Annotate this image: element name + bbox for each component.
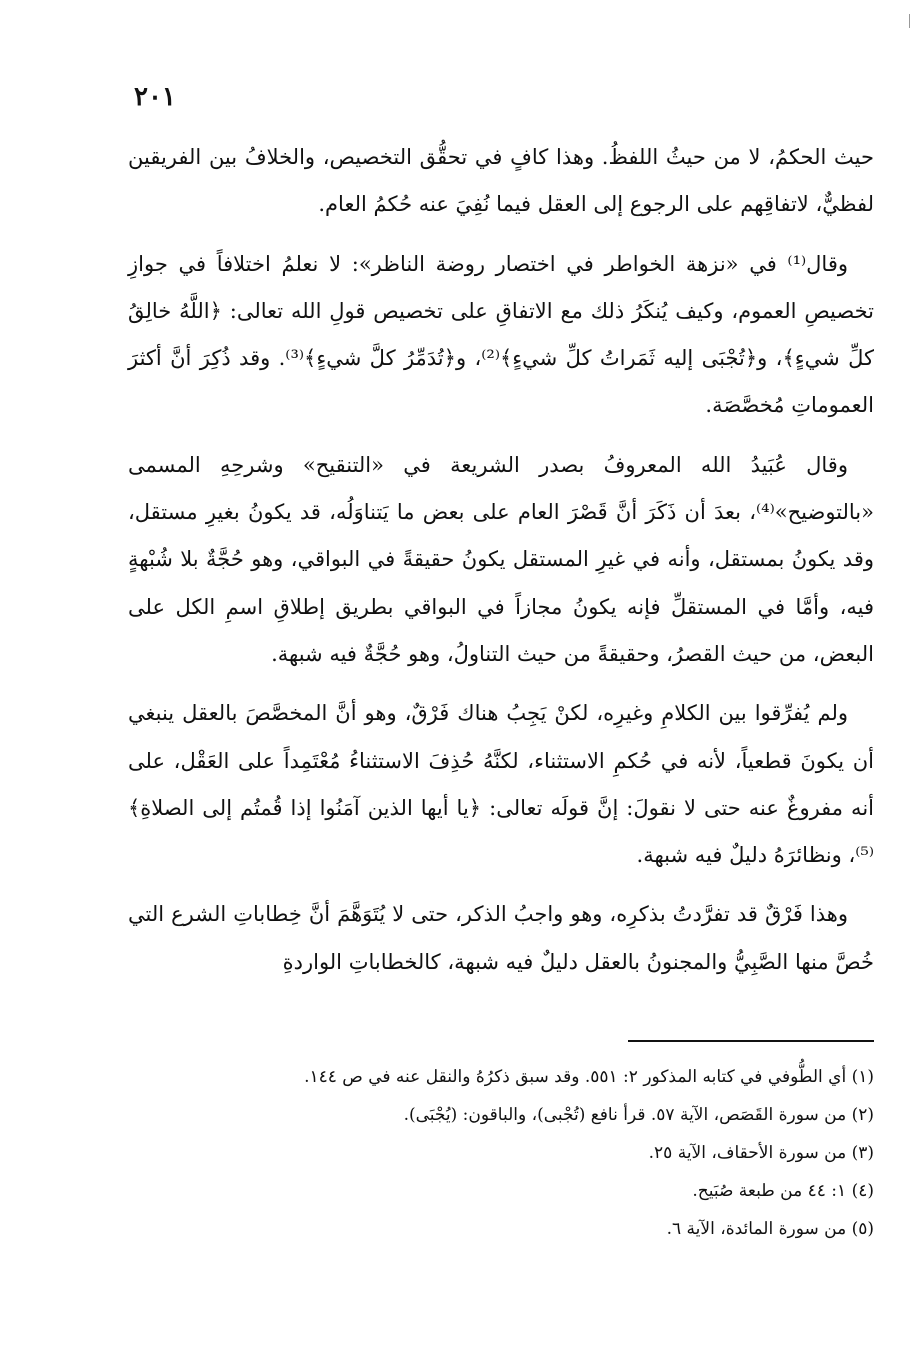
main-text xyxy=(128,134,874,998)
footnote-2: (٢) من سورة القَصَص، الآية ٥٧. قرأ نافع (تُجْبى)، والباقون: (يُجْبَى). xyxy=(403,1105,874,1125)
paragraph-3: وقال عُبَيدُ الله المعروفُ بصدر الشريعة في «التنقيح» وشرحِهِ المسمى «بالتوضيح»⁽⁴⁾، بعدَ أن ذَكَرَ أنَّ قَصْرَ العام على بعض ما يَتناوَلُه، قد يكونُ بغيرِ مستقل، وقد يكونُ بمستقل، وأنه في غيرِ المستقل يكونُ حقيقةً في البواقي، وهو حُجَّةٌ بلا شُبْهةٍ فيه، وأمَّا في المستقلِّ فإنه يكونُ مجازاً في البواقي بطريق إطلاقِ اسمِ الكل على البعض، من حيث القصرُ، وحقيقةً من حيث التناولُ، وهو حُجَّةٌ فيه شبهة. xyxy=(128,452,874,666)
footnote-separator xyxy=(628,1040,874,1042)
corner-mark xyxy=(909,14,910,28)
footnote-4: (٤) ١: ٤٤ من طبعة صُبَيح. xyxy=(692,1181,874,1201)
paragraph-5: وهذا فَرْقٌ قد تفرَّدتُ بذكرِه، وهو واجبُ الذكر، حتى لا يُتَوَهَّمَ أنَّ خِطاباتِ الشرع التي خُصَّ منها الصَّبِيُّ والمجنونُ بالعقل دليلٌ فيه شبهة، كالخطاباتِ الواردةِ xyxy=(128,902,874,974)
footnote-5: (٥) من سورة المائدة، الآية ٦. xyxy=(666,1219,874,1239)
footnote-1: (١) أي الطُّوفي في كتابه المذكور ٢: ٥٥١. وقد سبق ذكرُهُ والنقل عنه في ص ١٤٤. xyxy=(304,1067,874,1087)
paragraph-1: حيث الحكمُ، لا من حيثُ اللفظُ. وهذا كافٍ في تحقُّق التخصيص، والخلافُ بين الفريقين لفظيٌّ، لاتفاقِهم على الرجوع إلى العقل فيما نُفِيَ عنه حُكمُ العام. xyxy=(128,145,874,217)
footnotes xyxy=(150,1058,874,1248)
page-number: ٢٠١ xyxy=(134,82,176,112)
paragraph-4: ولم يُفرِّقوا بين الكلامِ وغيرِه، لكنْ يَجِبُ هناك فَرْقٌ، وهو أنَّ المخصَّصَ بالعقل ينبغي أن يكونَ قطعياً، لأنه في حُكمِ الاستثناء، لكنَّهُ حُذِفَ الاستثناءُ مُعْتَمِداً على العَقْل، على أنه مفروغٌ عنه حتى لا نقولَ: إنَّ قولَه تعالى: ﴿يا أيها الذين آمَنُوا إذا قُمتُم إلى الصلاةِ﴾⁽⁵⁾، ونظائرَهُ دليلٌ فيه شبهة. xyxy=(128,701,874,868)
paragraph-2: وقال⁽¹⁾ في «نزهة الخواطر في اختصار روضة الناظر»: لا نعلمُ اختلافاً في جوازِ تخصيصِ العموم، وكيف يُنكَرُ ذلك مع الاتفاقِ على تخصيص قولِ الله تعالى: ﴿اللَّهُ خالِقُ كلِّ شيءٍ﴾، و﴿تُجْبَى إليه ثَمَراتُ كلِّ شيءٍ﴾⁽²⁾، و﴿تُدَمِّرُ كلَّ شيءٍ﴾⁽³⁾. وقد ذُكِرَ أنَّ أكثرَ العموماتِ مُخصَّصَة. xyxy=(128,251,875,418)
footnote-3: (٣) من سورة الأحقاف، الآية ٢٥. xyxy=(648,1143,874,1163)
